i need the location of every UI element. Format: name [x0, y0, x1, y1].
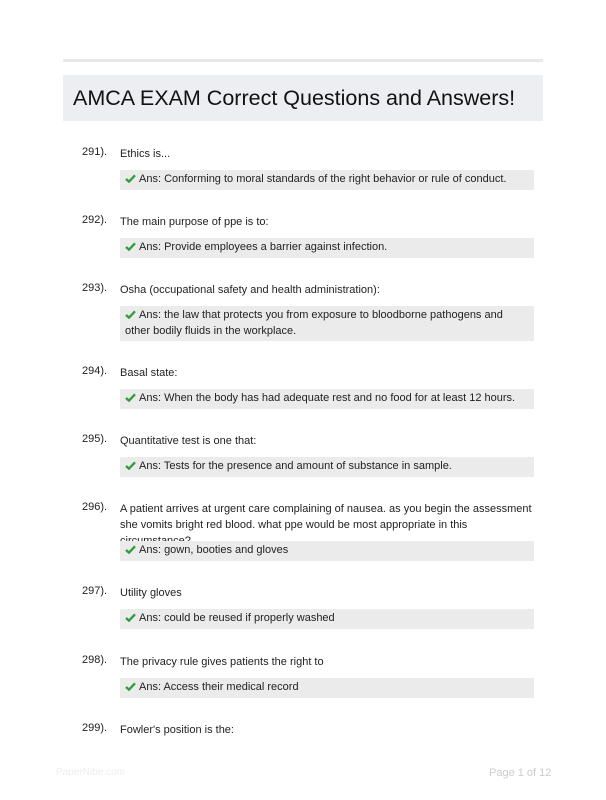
question-text: Ethics is... [120, 148, 171, 160]
answer-box [120, 306, 534, 341]
answer-box [120, 541, 534, 561]
check-icon [125, 393, 136, 402]
page-indicator: Page 1 of 12 [489, 767, 552, 779]
question-text: Fowler's position is the: [120, 724, 234, 736]
answer-box [120, 457, 534, 477]
question-number: 293). [82, 282, 108, 294]
answer-box [120, 609, 534, 629]
question-number: 296). [82, 501, 108, 513]
question-text: Basal state: [120, 367, 178, 379]
answer-box [120, 170, 534, 190]
answer-text: Ans: Tests for the presence and amount of substance in sample. [139, 460, 452, 472]
question-text: The privacy rule gives patients the right to [120, 656, 324, 668]
answer-text: Ans: Access their medical record [139, 681, 299, 693]
question-number: 295). [82, 433, 108, 445]
question-number: 298). [82, 654, 108, 666]
question-text: A patient arrives at urgent care complaining of nausea. as you begin the assessment she vomits bright red blood. what ppe would be most appropriate in this [120, 503, 532, 531]
footer-watermark: PaperNibe.com [56, 767, 125, 778]
question-number: 297). [82, 585, 108, 597]
question-number: 294). [82, 365, 108, 377]
check-icon [125, 310, 136, 319]
check-icon [125, 174, 136, 183]
check-icon [125, 242, 136, 251]
check-icon [125, 545, 136, 554]
check-icon [125, 682, 136, 691]
question-text: Osha (occupational safety and health administration): [120, 284, 380, 296]
answer-box [120, 389, 534, 409]
answer-text: Ans: When the body has had adequate rest and no food for at least 12 hours. [139, 392, 516, 404]
check-icon [125, 461, 136, 470]
question-text: The main purpose of ppe is to: [120, 216, 269, 228]
question-number: 299). [82, 722, 108, 734]
question-number: 292). [82, 214, 108, 226]
answer-text: Ans: Conforming to moral standards of the right behavior or rule of conduct. [139, 173, 507, 185]
title-banner [63, 75, 543, 121]
answer-text: Ans: gown, booties and gloves [139, 544, 289, 556]
top-divider [63, 59, 543, 62]
answer-box [120, 678, 534, 698]
question-text: Utility gloves [120, 587, 182, 599]
check-icon [125, 613, 136, 622]
answer-text: Ans: the law that protects you from exposure to bloodborne pathogens and other bodily fluids in the workplace. [125, 309, 503, 337]
page-title: AMCA EXAM Correct Questions and Answers! [73, 85, 516, 110]
answer-text: Ans: could be reused if properly washed [139, 612, 335, 624]
question-text: Quantitative test is one that: [120, 435, 257, 447]
question-number: 291). [82, 146, 108, 158]
answer-text: Ans: Provide employees a barrier against infection. [139, 241, 388, 253]
answer-box [120, 238, 534, 258]
